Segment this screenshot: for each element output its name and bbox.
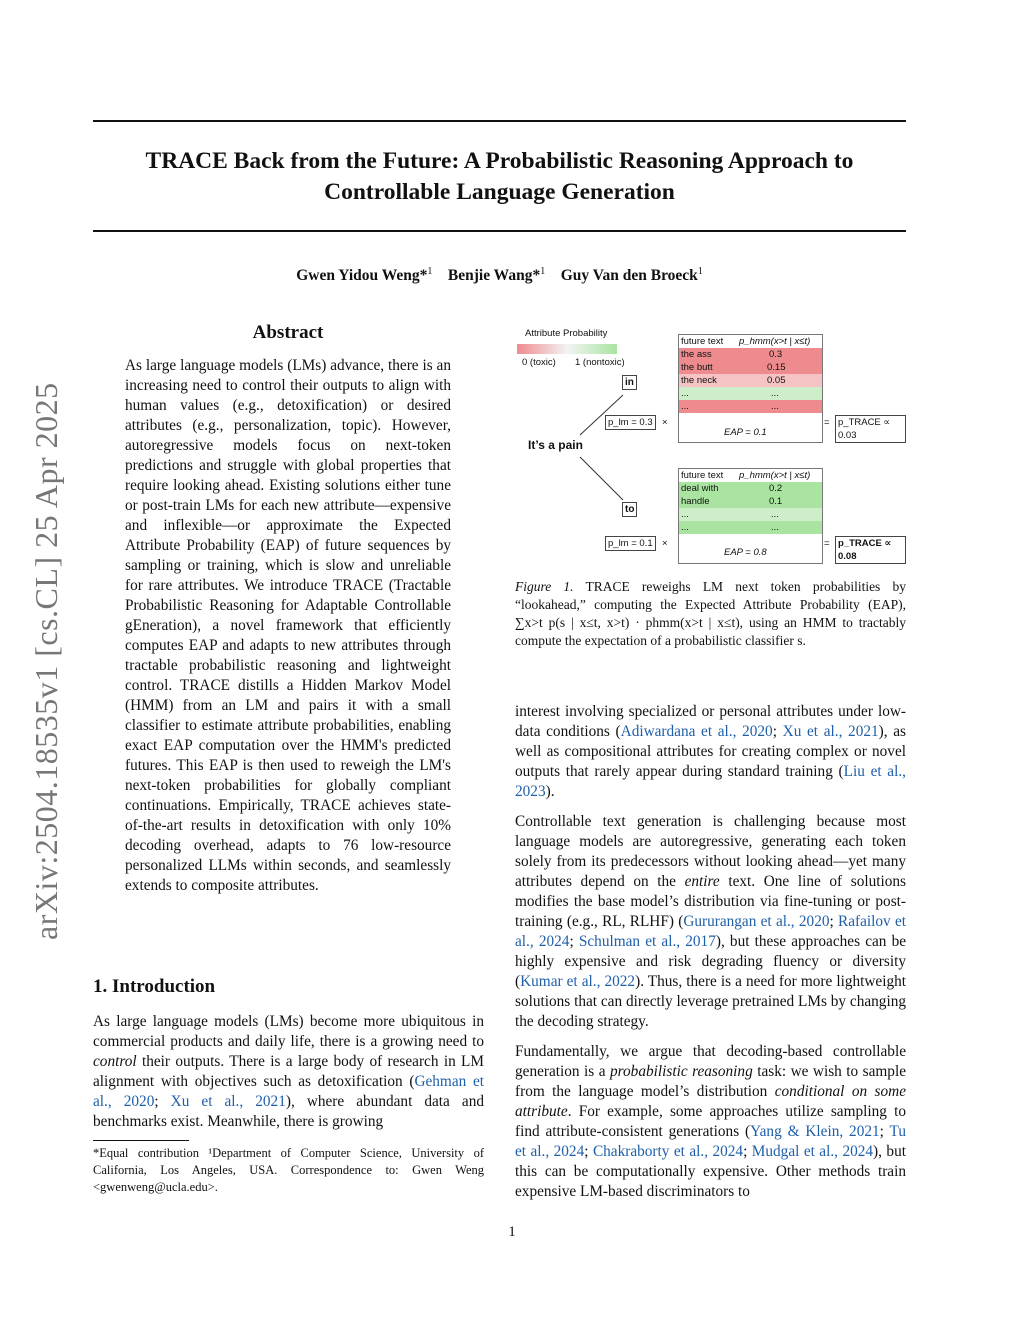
legend-high-label: 1 (nontoxic) [575, 357, 625, 368]
table-row [679, 361, 822, 374]
row-text: ... [681, 401, 689, 412]
row-text: the ass [681, 349, 712, 360]
text-run: interest involving specialized or personal attributes under low-data conditions ( [515, 703, 906, 740]
row-prob: 0.1 [769, 496, 783, 507]
table-row [679, 508, 822, 521]
citation-link[interactable]: Liu et al., 2023 [515, 763, 906, 800]
text-run: ), but these approaches can be highly expensive and risk degrading fluency or diversity ( [515, 933, 907, 990]
times-sign: × [662, 417, 668, 428]
figure-1 [515, 322, 906, 562]
citation-link[interactable]: Mudgal et al., 2024 [751, 1143, 874, 1160]
plm-box-bottom: p_lm = 0.1 [605, 536, 656, 551]
table-row [679, 348, 822, 361]
paragraph [515, 1042, 906, 1202]
citation-link[interactable]: Xu et al., 2021 [170, 1093, 286, 1110]
citation-link[interactable]: Yang & Klein, 2021 [750, 1123, 880, 1140]
text-run: ), as well as compositional attributes for creating complex or novel outputs that rarely appear during standard training ( [515, 723, 906, 780]
row-prob: ... [771, 522, 779, 533]
text-run: As large language models (LMs) become more ubiquitous in commercial products and daily life, there is a growing need to [93, 1013, 484, 1050]
token-box-in: in [622, 375, 637, 390]
author-name: Gwen Yidou Weng* [296, 267, 428, 285]
header-prob: p_hmm(x>t | x≤t) [739, 470, 811, 481]
text-run: . For example, some approaches utilize sampling to find attribute-consistent generations ( [515, 1103, 906, 1140]
row-prob: 0.15 [767, 362, 786, 373]
header-prob: p_hmm(x>t | x≤t) [739, 336, 811, 347]
table-row [679, 374, 822, 387]
equals-sign: = [824, 417, 830, 428]
legend-title: Attribute Probability [525, 328, 608, 339]
table-header [679, 469, 822, 482]
row-text: deal with [681, 483, 719, 494]
table-row [679, 482, 822, 495]
legend-low-label: 0 (toxic) [522, 357, 556, 368]
header-text: future text [681, 470, 724, 481]
paper-title [93, 146, 906, 208]
citation-link[interactable]: Gehman et al., 2020 [93, 1073, 484, 1110]
row-prob: 0.3 [769, 349, 783, 360]
text-run: probabilistic reasoning [610, 1063, 753, 1080]
future-table-bottom [678, 468, 823, 564]
eap-top: EAP = 0.1 [724, 427, 767, 438]
row-prob: 0.05 [767, 375, 786, 386]
text-run: ; [772, 723, 783, 740]
author-name: Guy Van den Broeck [560, 267, 698, 285]
paragraph [515, 812, 906, 1032]
caption-label: Figure 1. [515, 579, 574, 594]
author-name: Benjie Wang* [447, 267, 541, 285]
text-run: conditional on some attribute [515, 1083, 906, 1120]
footnote: *Equal contribution ¹Department of Computer Science, University of California, Los Angeles, USA. Correspondence to: Gwen Weng <gwenweng@ucla.edu>. [93, 1146, 484, 1194]
row-prob: 0.2 [769, 483, 783, 494]
row-text: ... [681, 522, 689, 533]
author-affiliation: 1 [697, 266, 703, 277]
future-table-top [678, 334, 823, 443]
citation-link[interactable]: Chakraborty et al., 2024 [592, 1143, 744, 1160]
text-run: ), but this can be computationally expensive. Other methods train expensive LM-based discriminators to [515, 1143, 906, 1200]
token-box-to: to [622, 502, 637, 517]
result-box-top: p_TRACE ∝ 0.03 [835, 415, 906, 443]
eap-bottom: EAP = 0.8 [724, 547, 767, 558]
text-run: ; [584, 1143, 593, 1160]
figure-caption [515, 578, 906, 650]
citation-link[interactable]: Adiwardana et al., 2020 [620, 723, 773, 740]
citation-link[interactable]: Rafailov et al., 2024 [515, 913, 906, 950]
title-line-2: Controllable Language Generation [324, 179, 675, 205]
equals-sign: = [824, 538, 830, 549]
text-run: Controllable text generation is challenging because most language models are autoregressive, generating each token solely from its predecessors without looking ahead—yet many attributes depend on the [515, 813, 906, 890]
text-run: ), where abundant data and benchmarks exist. Meanwhile, there is growing [93, 1093, 484, 1130]
citation-link[interactable]: Schulman et al., 2017 [578, 933, 716, 950]
row-prob: ... [771, 509, 779, 520]
text-run: task: we wish to sample from the language model’s distribution [515, 1063, 906, 1100]
text-run: ). Thus, there is a need for more lightweight solutions that can directly leverage pretrained LMs by changing the decoding strategy. [515, 973, 906, 1030]
page-number: 1 [508, 1224, 516, 1240]
author-affiliation: 1 [427, 266, 433, 277]
title-line-1: TRACE Back from the Future: A Probabilistic Reasoning Approach to [145, 148, 854, 174]
text-run: entire [684, 873, 720, 890]
row-prob: ... [771, 401, 779, 412]
title-top-rule [93, 120, 906, 122]
prompt-text: It’s a pain [528, 438, 583, 452]
row-text: ... [681, 509, 689, 520]
footnote-rule [93, 1140, 189, 1141]
text-run: ; [154, 1093, 171, 1110]
title-bottom-rule [93, 230, 906, 232]
citation-link[interactable]: Kumar et al., 2022 [520, 973, 636, 990]
result-box-bottom: p_TRACE ∝ 0.08 [835, 536, 906, 564]
citation-link[interactable]: Tu et al., 2024 [515, 1123, 906, 1160]
citation-link[interactable]: Gururangan et al., 2020 [683, 913, 830, 930]
times-sign: × [662, 538, 668, 549]
row-text: ... [681, 388, 689, 399]
row-text: handle [681, 496, 710, 507]
table-row [679, 400, 822, 413]
paragraph [515, 702, 906, 802]
text-run: control [93, 1053, 137, 1070]
table-header [679, 335, 822, 348]
text-run: ; [829, 913, 839, 930]
header-text: future text [681, 336, 724, 347]
text-run: ; [743, 1143, 752, 1160]
plm-box-top: p_lm = 0.3 [605, 415, 656, 430]
text-run: ; [879, 1123, 890, 1140]
text-run: their outputs. There is a large body of research in LM alignment with objectives such as detoxification ( [93, 1053, 484, 1090]
row-text: the butt [681, 362, 713, 373]
table-row [679, 495, 822, 508]
abstract-heading: Abstract [252, 322, 324, 343]
row-prob: ... [771, 388, 779, 399]
text-run: ; [569, 933, 579, 950]
text-run: ). [545, 783, 555, 800]
text-run: Fundamentally, we argue that decoding-based controllable generation is a [515, 1043, 906, 1080]
abstract-body: As large language models (LMs) advance, there is an increasing need to control their outputs to align with human values (e.g., detoxification) or desired attributes (e.g., personalization, topic). However, autoregressive models focus on next-token predictions and struggle with global properties that require looking ahead. Existing solutions either tune or post-train LMs for each new attribute—expensive and inflexible—or approximate the Expected Attribute Probability (EAP) of future sequences by sampling or training, which is slow and unreliable for rare attributes. We introduce TRACE (Tractable Probabilistic Reasoning for Adaptable Controllable gEneration), a novel framework that efficiently computes EAP and adapts to new attributes through tractable probabilistic reasoning and lightweight control. TRACE distills a Hidden Markov Model (HMM) from an LM and pairs it with a small classifier to estimate attribute probabilities, enabling exact EAP computation over the HMM's predicted futures. This EAP is then used to reweigh the LM's next-token probabilities for globally compliant continuations. Empirically, TRACE achieves state-of-the-art results in detoxification with only 10% decoding overhead, adapts to 76 low-resource personalized LLMs within seconds, and seamlessly extends to composite attributes. [125, 357, 451, 894]
arxiv-stamp: arXiv:2504.18535v1 [cs.CL] 25 Apr 2025 [28, 382, 64, 940]
right-column [515, 702, 906, 1212]
citation-link[interactable]: Xu et al., 2021 [782, 723, 879, 740]
table-row [679, 521, 822, 534]
author-affiliation: 1 [540, 266, 546, 277]
intro-paragraph [93, 1012, 484, 1132]
text-run: text. One line of solutions modifies the base model’s distribution via fine-tuning or post-training (e.g., RL, RLHF) ( [515, 873, 906, 930]
intro-heading: 1. Introduction [93, 976, 216, 997]
caption-text: TRACE reweighs LM next token probabilities by “lookahead,” computing the Expected Attribute Probability (EAP), ∑x>t p(s | x≤t, x>t) · phmm(x>t | x≤t), using an HMM to tractably compute the expectation of a probabilistic classifier s. [515, 579, 906, 648]
author-list [93, 266, 906, 285]
row-text: the neck [681, 375, 717, 386]
table-row [679, 387, 822, 400]
